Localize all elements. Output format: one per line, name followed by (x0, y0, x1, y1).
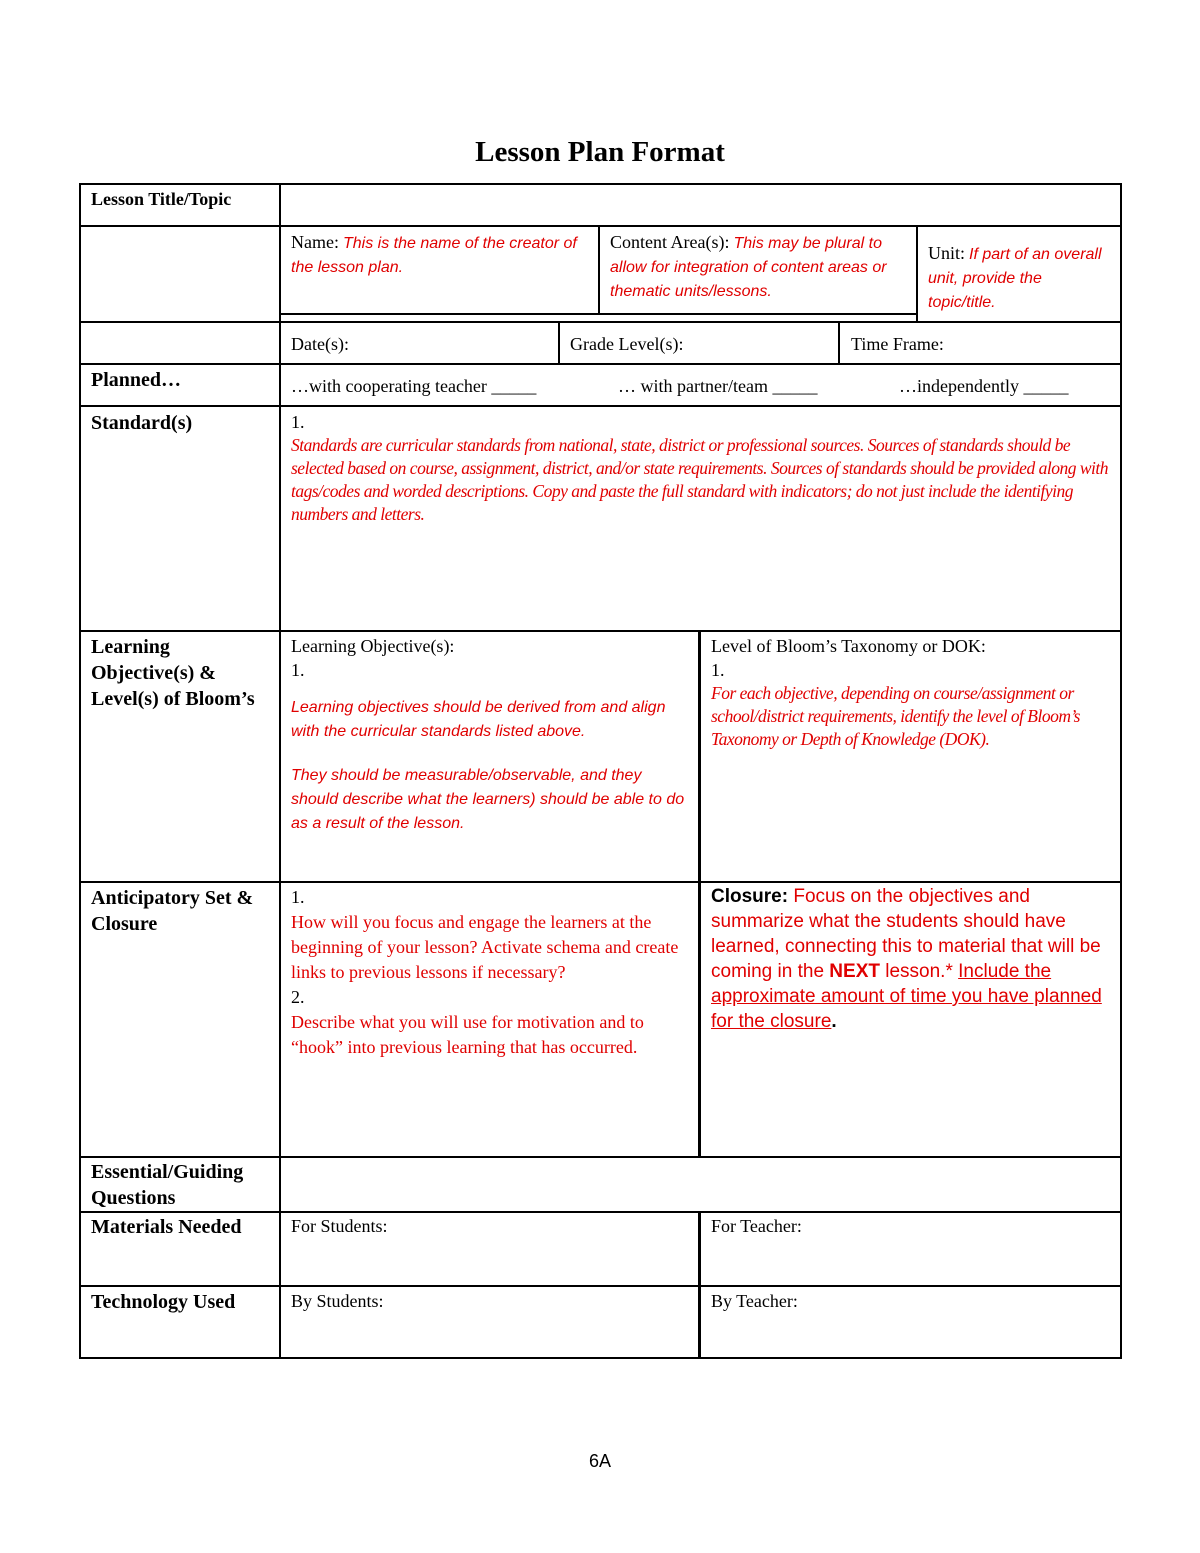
essential-questions-label: Essential/Guiding Questions (91, 1161, 244, 1209)
blooms-level-field[interactable] (711, 634, 1115, 751)
learning-objectives-field[interactable] (291, 634, 691, 836)
lesson-title-field[interactable] (281, 185, 1120, 225)
lesson-title-label: Lesson Title/Topic (91, 189, 232, 209)
essential-questions-field[interactable] (281, 1158, 1120, 1211)
name-hint: This is the name of the creator of the lesson plan. (291, 235, 577, 276)
closure-time-note: Include the approximate amount of time you have planned for the closure (711, 961, 1102, 1032)
standards-hint: Standards are curricular standards from national, state, district or professional sources. Sources of standards should be selected based on course, assignment, district, and/or state requirements. Sources of standards should be provided along with tags/codes and worded descriptions. Copy and paste the full standard with indicators; do not just include the identifying numbers and letters. (291, 435, 1108, 524)
anticipatory-number-2: 2. (291, 987, 305, 1007)
materials-students-field[interactable]: For Students: (291, 1216, 388, 1236)
page-number: 6A (588, 1451, 612, 1471)
unit-hint: If part of an overall unit, provide the topic/title. (928, 246, 1102, 311)
learning-objectives-hint-2: They should be measurable/observable, and they should describe what the learners) should be able to do as a result of the lesson. (291, 767, 685, 832)
content-area-hint: This may be plural to allow for integration of content areas or thematic units/lessons. (610, 235, 887, 300)
standards-number: 1. (291, 412, 305, 432)
unit-label: Unit: (928, 243, 966, 263)
closure-text-b: lesson.* (879, 961, 953, 982)
technology-teacher-field[interactable]: By Teacher: (711, 1291, 798, 1311)
blooms-hint: For each objective, depending on course/assignment or school/district requirements, identify the level of Bloom’s Taxonomy or Depth of Knowledge (DOK). (711, 683, 1080, 749)
blooms-number: 1. (711, 660, 725, 680)
grade-level-field[interactable]: Grade Level(s): (570, 334, 684, 354)
anticipatory-hint-2: Describe what you will use for motivation and to “hook” into previous learning that has occurred. (291, 1012, 644, 1057)
learning-objectives-number: 1. (291, 660, 305, 680)
anticipatory-set-field[interactable] (291, 885, 691, 1060)
closure-next-emphasis: NEXT (829, 961, 880, 982)
time-frame-field[interactable]: Time Frame: (851, 334, 944, 354)
objectives-label: Learning Objective(s) & Level(s) of Bloom’s (91, 636, 255, 710)
anticipatory-label: Anticipatory Set & Closure (91, 887, 254, 935)
unit-field[interactable] (928, 241, 1113, 315)
learning-objectives-heading: Learning Objective(s): (291, 636, 455, 656)
name-label: Name: (291, 232, 339, 252)
name-field[interactable] (291, 230, 591, 280)
closure-text-a: Focus on the objectives and summarize what the students should have learned, connecting this to material that will be coming in the (711, 886, 1101, 982)
date-field[interactable]: Date(s): (291, 334, 349, 354)
anticipatory-hint-1: How will you focus and engage the learners at the beginning of your lesson? Activate schema and create links to previous lessons if necessary? (291, 912, 679, 982)
blooms-heading: Level of Bloom’s Taxonomy or DOK: (711, 636, 986, 656)
page-title: Lesson Plan Format (475, 136, 725, 168)
planned-cooperating-option[interactable]: …with cooperating teacher _____ (291, 376, 537, 396)
learning-objectives-hint-1: Learning objectives should be derived from and align with the curricular standards listed above. (291, 699, 666, 740)
technology-label: Technology Used (91, 1291, 236, 1313)
closure-period: . (831, 1011, 837, 1032)
materials-teacher-field[interactable]: For Teacher: (711, 1216, 802, 1236)
content-area-label: Content Area(s): (610, 232, 730, 252)
closure-field[interactable] (711, 884, 1115, 1034)
technology-students-field[interactable]: By Students: (291, 1291, 384, 1311)
standards-field[interactable] (291, 410, 1115, 526)
planned-independent-option[interactable]: …independently _____ (899, 376, 1069, 396)
content-area-field[interactable] (610, 230, 910, 304)
standards-label: Standard(s) (91, 412, 193, 434)
anticipatory-number-1: 1. (291, 887, 305, 907)
closure-label: Closure: (711, 886, 789, 907)
materials-label: Materials Needed (91, 1216, 242, 1238)
planned-partner-option[interactable]: … with partner/team _____ (618, 376, 818, 396)
planned-label: Planned… (91, 369, 182, 391)
